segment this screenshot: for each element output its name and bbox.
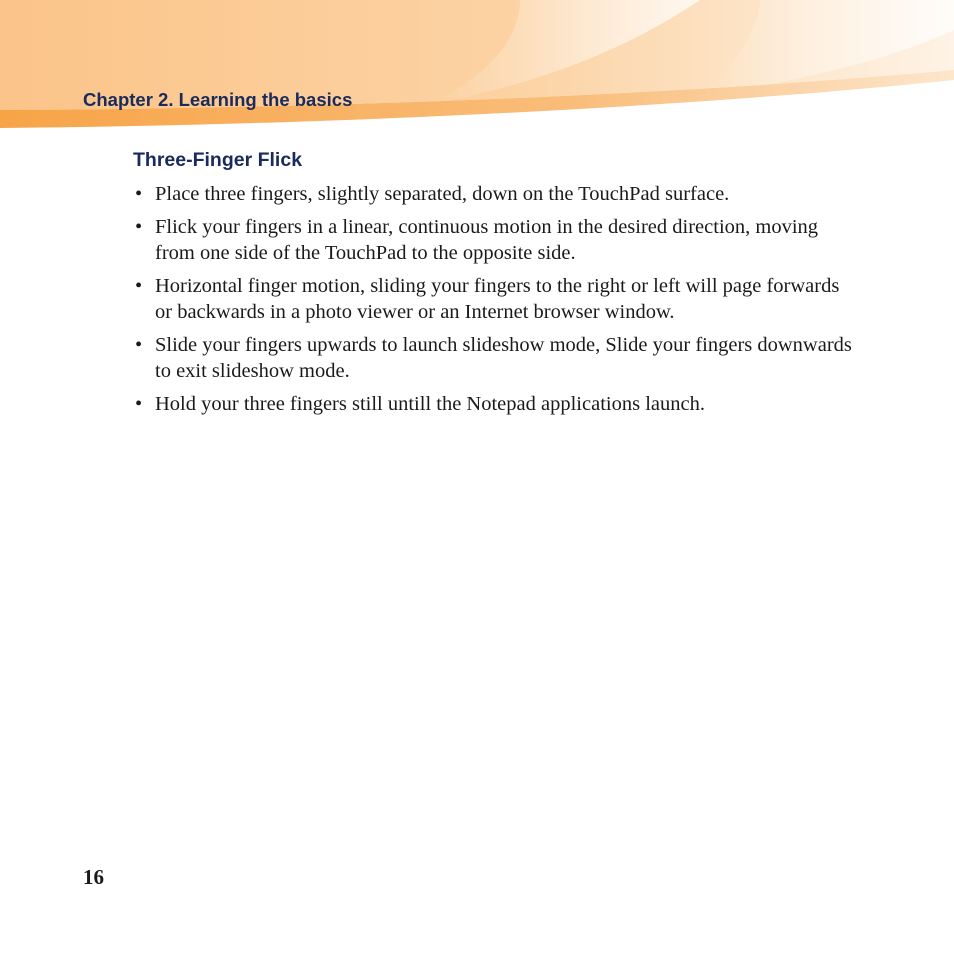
list-item-text: Horizontal finger motion, sliding your fingers to the right or left will page forwards or backwards in a photo viewer or an Internet browser window.: [155, 274, 840, 323]
list-item-text: Hold your three fingers still untill the Notepad applications launch.: [155, 392, 705, 415]
bullet-icon: •: [135, 274, 143, 297]
list-item: [133, 214, 853, 267]
list-item: [133, 181, 853, 208]
bullet-icon: •: [135, 215, 143, 238]
list-item-text: Slide your fingers upwards to launch slideshow mode, Slide your fingers downwards to exit slideshow mode.: [155, 333, 852, 382]
bullet-icon: •: [135, 392, 143, 415]
page-number: 16: [83, 865, 104, 889]
list-item: [133, 273, 853, 326]
chapter-title: Chapter 2. Learning the basics: [83, 89, 353, 110]
list-item-text: Flick your fingers in a linear, continuous motion in the desired direction, moving from one side of the TouchPad to the opposite side.: [155, 215, 819, 264]
bullet-icon: •: [135, 333, 143, 356]
list-item-text: Place three fingers, slightly separated, down on the TouchPad surface.: [155, 183, 730, 205]
list-item: [133, 332, 853, 385]
bullet-list: [133, 181, 853, 423]
bullet-icon: •: [135, 183, 143, 205]
list-item: [133, 391, 853, 418]
section-heading: Three-Finger Flick: [133, 149, 303, 171]
